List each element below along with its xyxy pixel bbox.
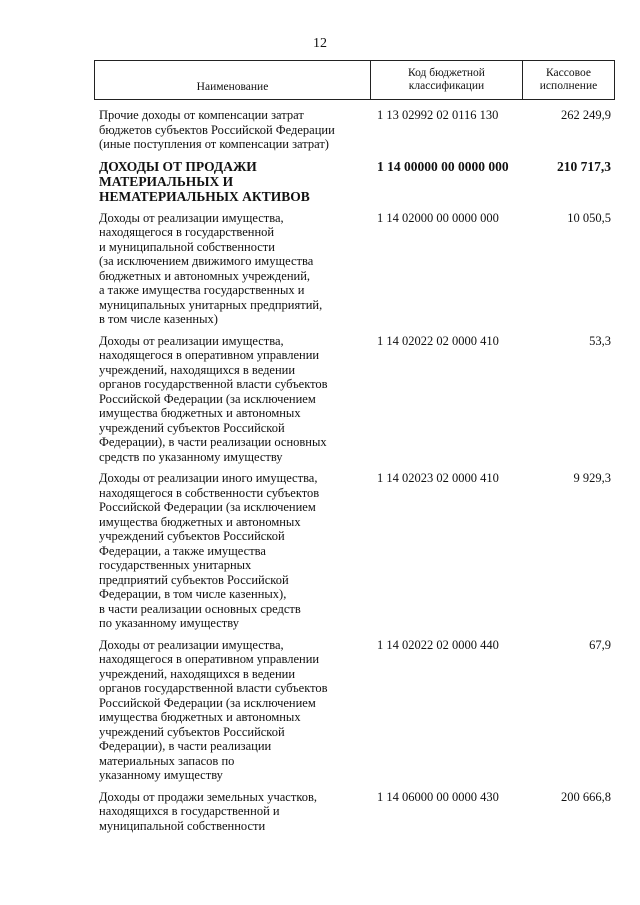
row-name-line: учреждений субъектов Российской — [99, 724, 285, 739]
row-amount: 262 249,9 — [561, 108, 611, 122]
row-name-line: Федерации), в части реализации основных — [99, 435, 327, 449]
row-name-line: в части реализации основных средств — [99, 601, 301, 616]
row-name-line: ДОХОДЫ ОТ ПРОДАЖИ — [99, 158, 257, 174]
row-code: 1 13 02992 02 0116 130 — [377, 108, 499, 122]
table-row — [94, 790, 615, 834]
page-number: 12 — [313, 36, 327, 51]
row-code: 1 14 02000 00 0000 000 — [377, 210, 499, 225]
table-section-row — [94, 159, 615, 204]
row-code: 1 14 00000 00 0000 000 — [377, 158, 509, 174]
row-name-line: находящегося в оперативном управлении — [99, 348, 320, 362]
row-name — [94, 638, 369, 783]
row-name-line: находящегося в оперативном управлении — [99, 652, 320, 666]
row-name-line: Прочие доходы от компенсации затрат — [99, 108, 304, 122]
row-amount: 67,9 — [589, 637, 611, 652]
row-name-line: Федерации, в том числе казенных), — [99, 587, 287, 601]
header-name: Наименование — [196, 80, 269, 93]
header-code-line: классификации — [408, 80, 485, 92]
row-name-line: Доходы от реализации имущества, — [99, 210, 284, 225]
row-name-line: предприятий субъектов Российской — [99, 572, 289, 587]
header-code — [370, 61, 522, 99]
table-row — [94, 108, 615, 152]
row-name-line: находящегося в собственности субъектов — [99, 485, 320, 500]
header-amount — [522, 61, 614, 99]
row-name — [94, 790, 369, 834]
row-name — [94, 211, 369, 327]
row-amount: 200 666,8 — [561, 789, 611, 804]
row-code: 1 14 02022 02 0000 410 — [377, 333, 499, 348]
row-name-line: учреждений субъектов Российской — [99, 420, 285, 435]
table-row — [94, 211, 615, 327]
row-name-line: (иные поступления от компенсации затрат) — [99, 137, 329, 151]
row-name-line: бюджетных и автономных учреждений, — [99, 268, 311, 283]
row-name-line: Доходы от реализации иного имущества, — [99, 471, 318, 485]
row-name-line: МАТЕРИАЛЬНЫХ И — [99, 173, 234, 189]
row-amount: 9 929,3 — [573, 471, 611, 485]
row-name-line: указанному имуществу — [99, 768, 223, 782]
row-code: 1 14 02022 02 0000 440 — [377, 637, 499, 652]
row-name-line: и муниципальной собственности — [99, 239, 275, 254]
row-name-line: Доходы от реализации имущества, — [99, 637, 284, 652]
table-header — [94, 60, 615, 100]
row-name-line: а также имущества государственных и — [99, 283, 305, 297]
row-name-line: по указанному имуществу — [99, 616, 239, 630]
row-name-line: Федерации, а также имущества — [99, 543, 266, 558]
row-name-line: имущества бюджетных и автономных — [99, 710, 301, 724]
row-name-line: Российской Федерации (за исключением — [99, 500, 316, 514]
row-name-line: Доходы от продажи земельных участков, — [99, 789, 318, 804]
row-name-line: муниципальной собственности — [99, 818, 266, 833]
row-name-line: в том числе казенных) — [99, 312, 218, 326]
row-name-line: учреждений, находящихся в ведении — [99, 666, 296, 681]
budget-table — [94, 60, 615, 840]
row-name-line: имущества бюджетных и автономных — [99, 514, 301, 529]
row-name-line: органов государственной власти субъектов — [99, 377, 328, 391]
row-name-line: Доходы от реализации имущества, — [99, 333, 284, 348]
row-name-line: средств по указанному имуществу — [99, 449, 283, 464]
row-name — [94, 108, 369, 152]
table-body — [94, 108, 615, 833]
table-row — [94, 471, 615, 631]
row-code: 1 14 02023 02 0000 410 — [377, 471, 499, 485]
row-name-line: учреждений субъектов Российской — [99, 529, 285, 543]
row-name-line: органов государственной власти субъектов — [99, 681, 328, 695]
header-amount-line: Кассовое — [546, 67, 591, 79]
row-amount: 53,3 — [589, 333, 611, 348]
row-name-line: Российской Федерации (за исключением — [99, 695, 316, 710]
row-name-line: находящегося в государственной — [99, 225, 275, 239]
header-amount-line: исполнение — [539, 80, 598, 92]
row-code: 1 14 06000 00 0000 430 — [377, 789, 499, 804]
row-name-line: муниципальных унитарных предприятий, — [99, 297, 323, 312]
row-name — [94, 159, 369, 204]
row-name-line: находящихся в государственной и — [99, 804, 280, 818]
header-code-line: Код бюджетной — [408, 67, 485, 79]
row-name-line: НЕМАТЕРИАЛЬНЫХ АКТИВОВ — [99, 188, 310, 204]
row-name — [94, 471, 369, 631]
row-amount: 210 717,3 — [557, 158, 611, 174]
row-name-line: Федерации), в части реализации — [99, 739, 272, 753]
row-name-line: Российской Федерации (за исключением — [99, 391, 316, 406]
row-name-line: бюджетов субъектов Российской Федерации — [99, 122, 335, 137]
row-name — [94, 334, 369, 465]
table-row — [94, 638, 615, 783]
row-name-line: государственных унитарных — [99, 558, 252, 572]
row-name-line: (за исключением движимого имущества — [99, 254, 314, 268]
row-name-line: материальных запасов по — [99, 753, 235, 768]
row-name-line: учреждений, находящихся в ведении — [99, 362, 296, 377]
row-amount: 10 050,5 — [567, 210, 611, 225]
row-name-line: имущества бюджетных и автономных — [99, 406, 301, 420]
table-row — [94, 334, 615, 465]
